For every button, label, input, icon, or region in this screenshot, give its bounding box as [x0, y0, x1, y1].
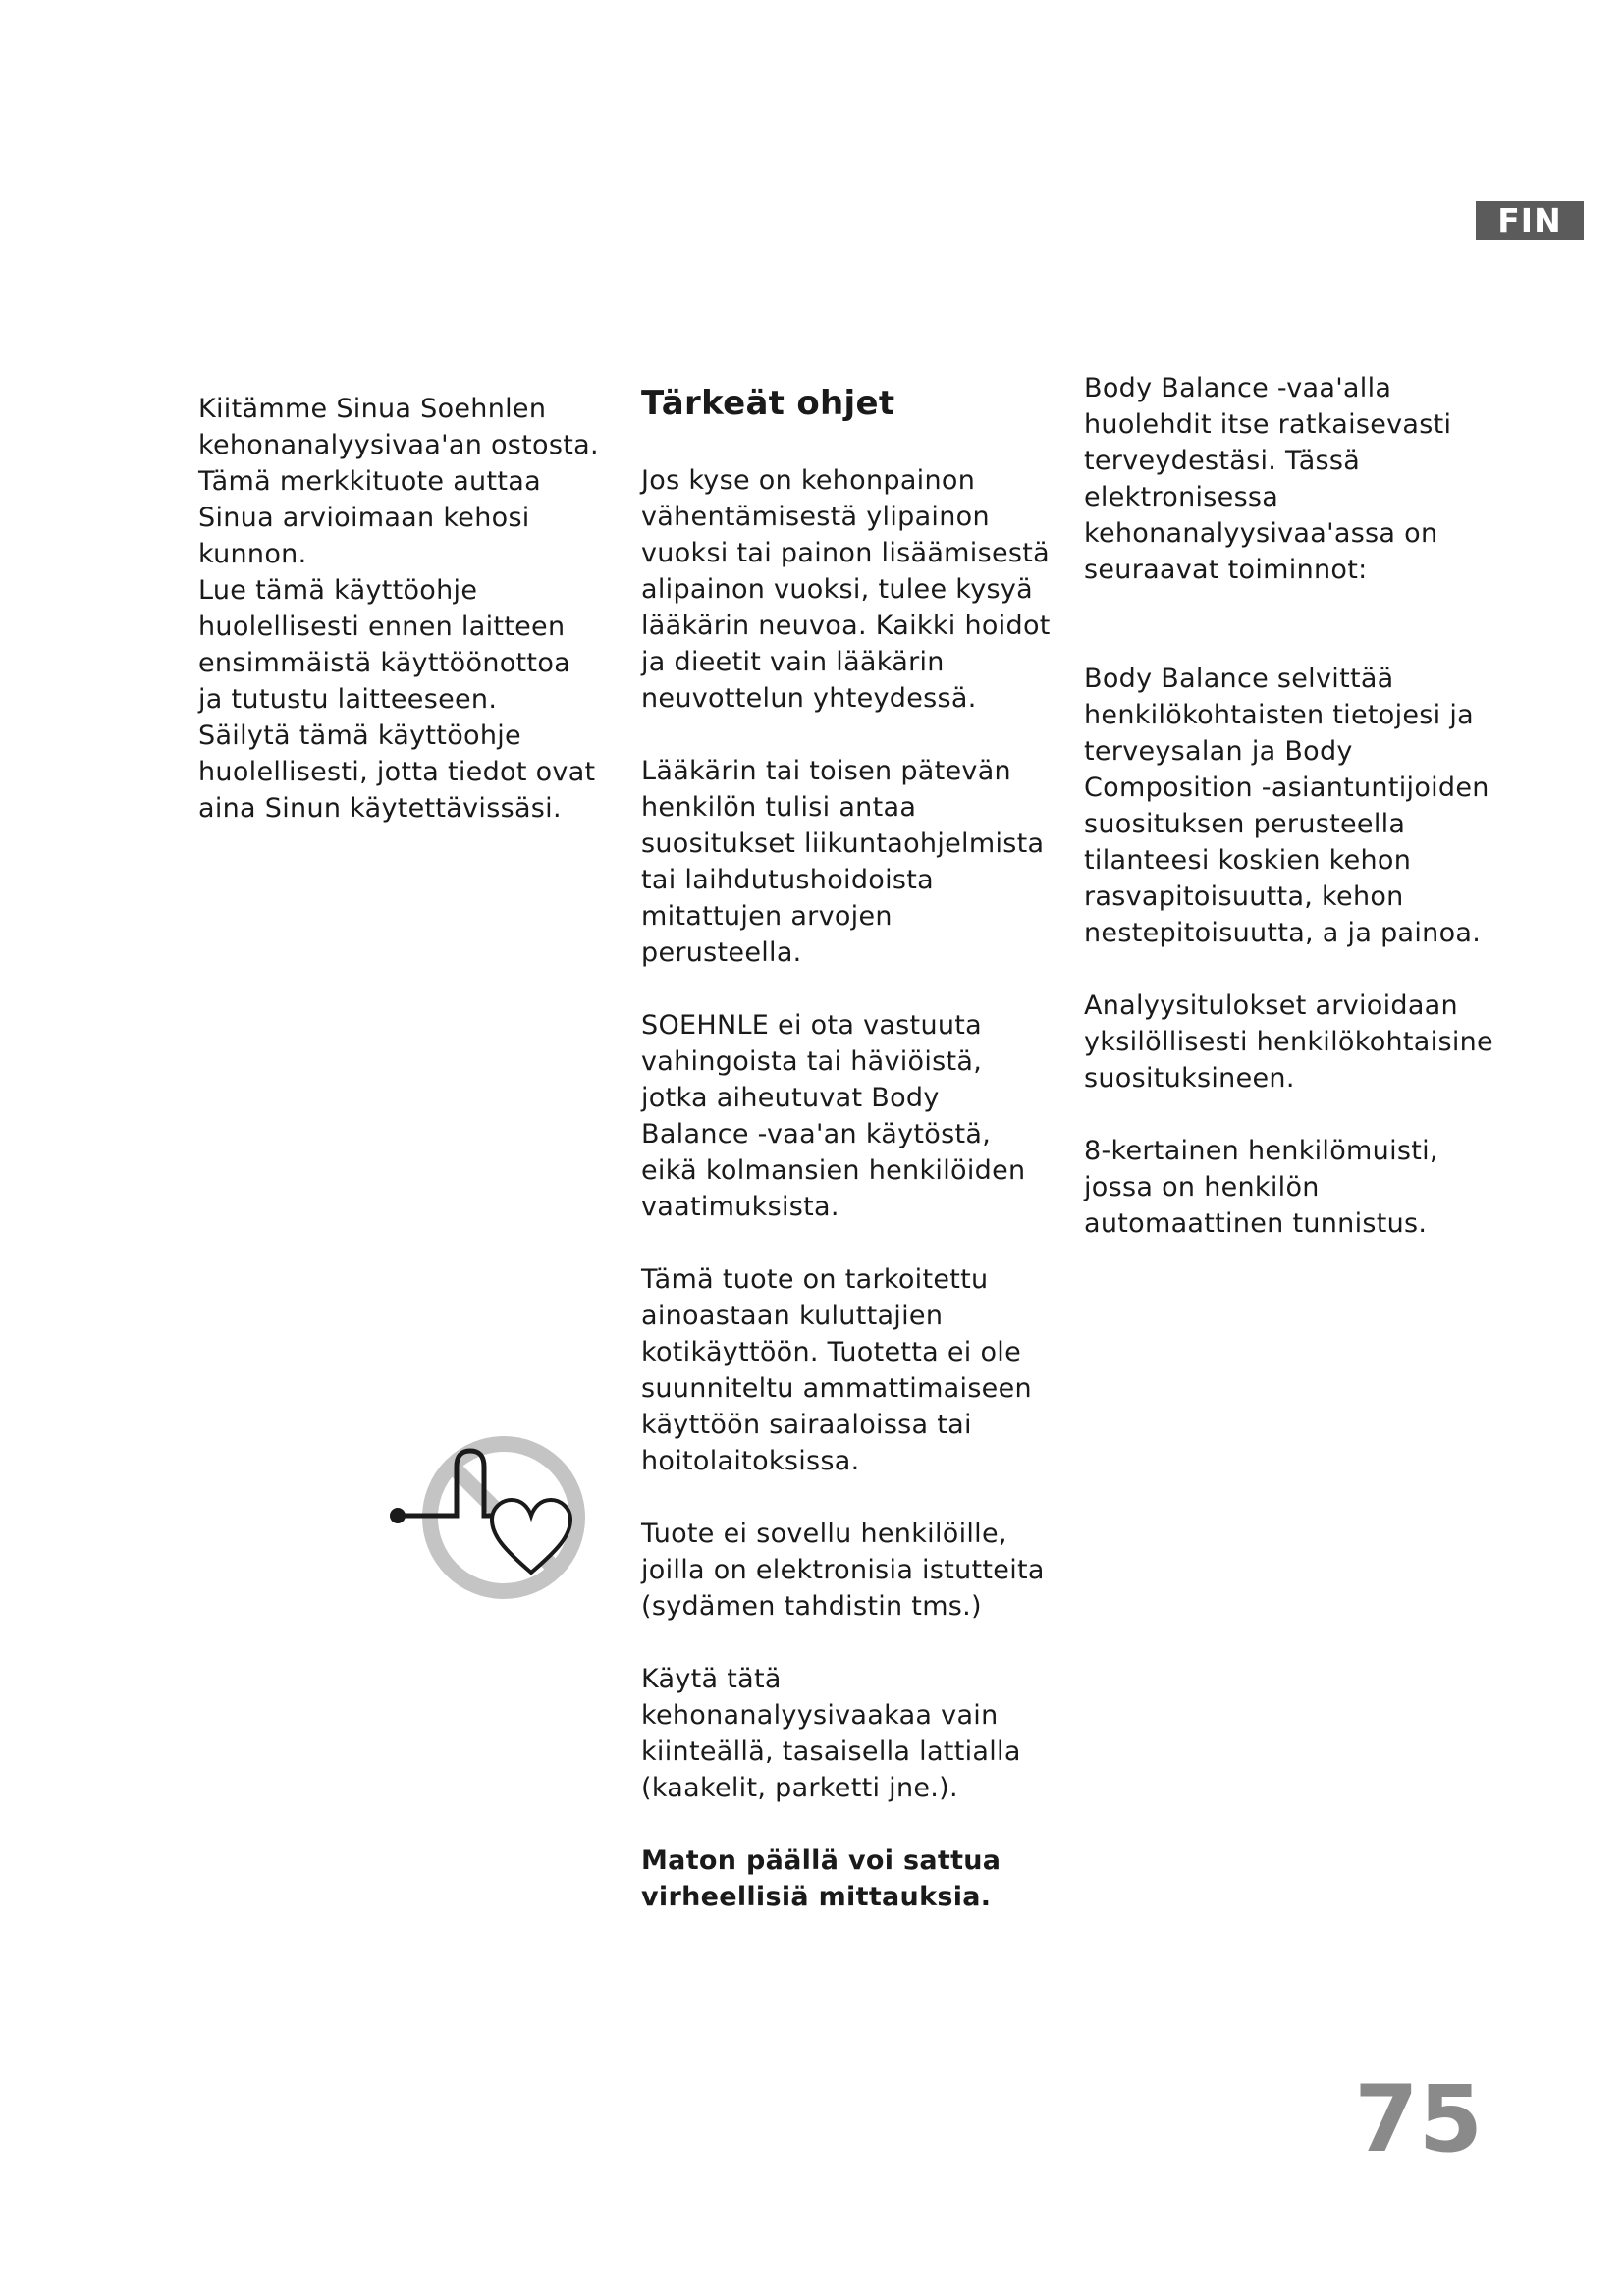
- section-heading: Tärkeät ohjet: [641, 384, 895, 423]
- warning-paragraph: Maton päällä voi sattua virheellisiä mittauksia.: [641, 1845, 1001, 1912]
- features-column: [1084, 370, 1496, 1278]
- intro-paragraph: Säilytä tämä käyttöohje huolellisesti, jotta tiedot ovat aina Sinun käytettävissäsi.: [198, 721, 596, 824]
- intro-paragraph: Tämä merkkituote auttaa Sinua arvioimaan kehosi kunnon.: [198, 466, 541, 569]
- instruction-paragraph: SOEHNLE ei ota vastuuta vahingoista tai häviöistä, jotka aiheutuvat Body Balance -vaa'an käytöstä, eikä kolmansien henkilöiden vaatimuksista.: [641, 1010, 1026, 1222]
- feature-paragraph: Body Balance -vaa'alla huolehdit itse ratkaisevasti terveydestäsi. Tässä elektronisessa kehonanalyysivaa'assa on seuraavat toiminnot:: [1084, 373, 1452, 585]
- intro-column: [198, 391, 601, 827]
- feature-paragraph: Body Balance selvittää henkilökohtaisten tietojesi ja terveysalan ja Body Composition -asiantuntijoiden suosituksen perusteella tilanteesi koskien kehon rasvapitoisuutta, kehon nestepitoisuutta, a ja painoa.: [1084, 664, 1489, 948]
- feature-paragraph: 8-kertainen henkilömuisti, jossa on henkilön automaattinen tunnistus.: [1084, 1136, 1438, 1239]
- instruction-paragraph: Tämä tuote on tarkoitettu ainoastaan kuluttajien kotikäyttöön. Tuotetta ei ole suunniteltu ammattimaiseen käyttöön sairaaloissa tai hoitolaitoksissa.: [641, 1264, 1032, 1476]
- no-pacemaker-icon: [388, 1423, 594, 1600]
- important-instructions-column: [641, 370, 1054, 1951]
- intro-paragraph: Kiitämme Sinua Soehnlen kehonanalyysivaa'an ostosta.: [198, 394, 599, 460]
- instruction-paragraph: Lääkärin tai toisen pätevän henkilön tulisi antaa suositukset liikuntaohjelmista tai laihdutushoidoista mitattujen arvojen perusteella.: [641, 756, 1045, 968]
- feature-paragraph: Analyysitulokset arvioidaan yksilöllisesti henkilökohtaisine suosituksineen.: [1084, 990, 1493, 1094]
- instruction-paragraph: Jos kyse on kehonpainon vähentämisestä ylipainon vuoksi tai painon lisäämisestä alipainon vuoksi, tulee kysyä lääkärin neuvoa. Kaikki hoidot ja dieetit vain lääkärin neuvottelun yhteydessä.: [641, 465, 1051, 714]
- intro-paragraph: Lue tämä käyttöohje huolellisesti ennen laitteen ensimmäistä käyttöönottoa ja tutustu laitteeseen.: [198, 575, 570, 715]
- instruction-paragraph: Käytä tätä kehonanalyysivaakaa vain kiinteällä, tasaisella lattialla (kaakelit, parketti jne.).: [641, 1664, 1021, 1803]
- page-number: 75: [1354, 2066, 1483, 2173]
- instruction-paragraph: Tuote ei sovellu henkilöille, joilla on elektronisia istutteita (sydämen tahdistin tms.): [641, 1519, 1045, 1622]
- language-tab: FIN: [1476, 201, 1584, 240]
